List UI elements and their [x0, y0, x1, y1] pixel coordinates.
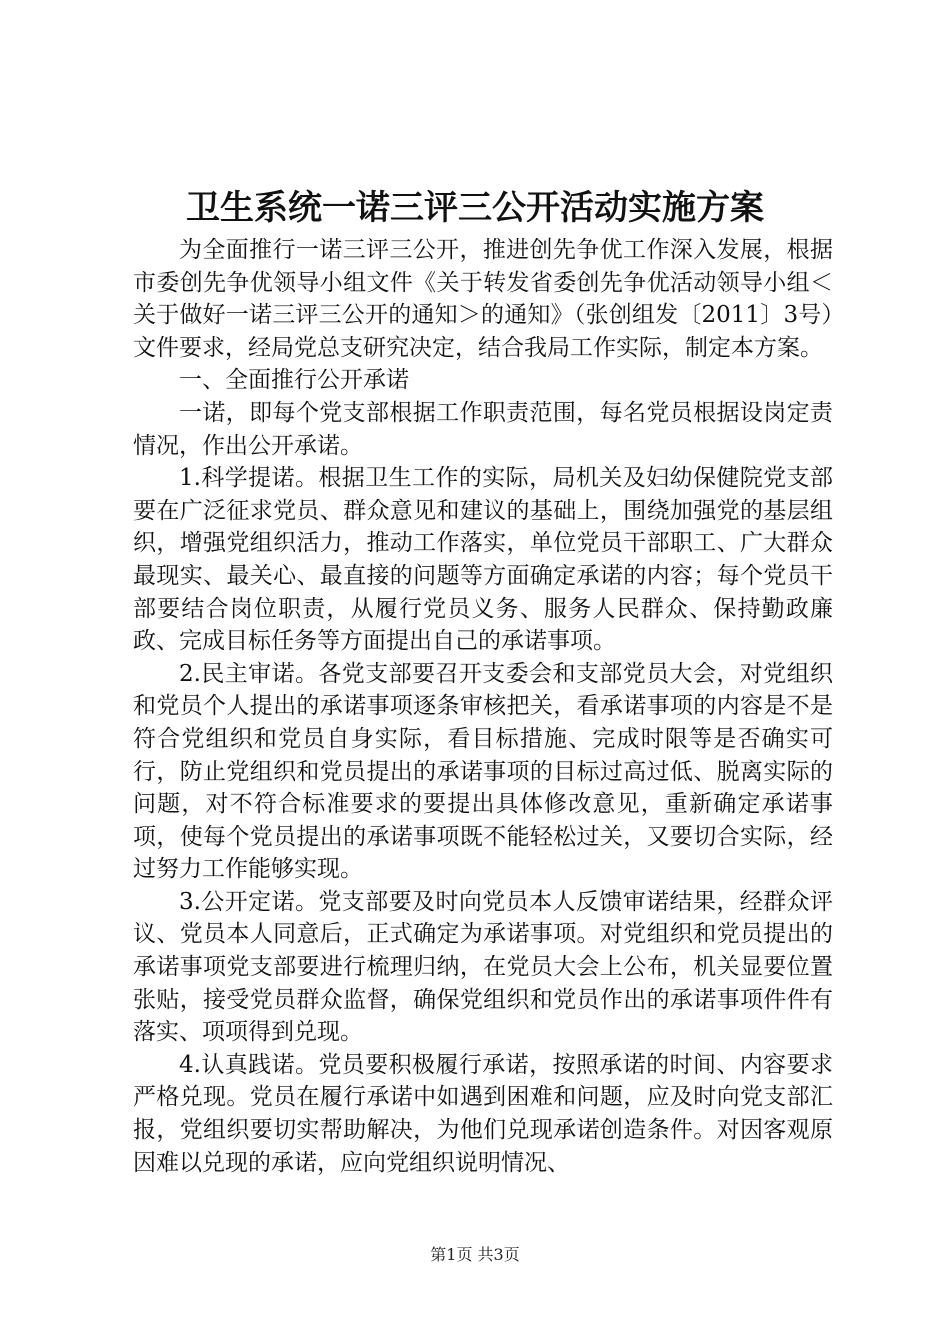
paragraph-item-3: 3.公开定诺。党支部要及时向党员本人反馈审诺结果，经群众评议、党员本人同意后，正式确定为承诺事项。对党组织和党员提出的承诺事项党支部要进行梳理归纳，在党员大会上公布，机关显要位置张贴，接受党员群众监督，确保党组织和党员作出的承诺事项件件有落实、项项得到兑现。: [133, 888, 833, 1046]
document-title: 卫生系统一诺三评三公开活动实施方案: [186, 188, 764, 228]
section-heading-1: 一、全面推行公开承诺: [179, 367, 409, 394]
paragraph-yinuo: 一诺，即每个党支部根据工作职责范围，每名党员根据设岗定责情况，作出公开承诺。: [133, 399, 833, 459]
paragraph-item-1: 1.科学提诺。根据卫生工作的实际，局机关及妇幼保健院党支部要在广泛征求党员、群众意见和建议的基础上，围绕加强党的基层组织，增强党组织活力，推动工作落实，单位党员干部职工、广大群众最现实、最关心、最直接的问题等方面确定承诺的内容；每个党员干部要结合岗位职责，从履行党员义务、服务人民群众、保持勤政廉政、完成目标任务等方面提出自己的承诺事项。: [133, 465, 833, 655]
paragraph-item-2: 2.民主审诺。各党支部要召开支委会和支部党员大会，对党组织和党员个人提出的承诺事项逐条审核把关，看承诺事项的内容是不是符合党组织和党员自身实际，看目标措施、完成时限等是否确实可行，防止党组织和党员提出的承诺事项的目标过高过低、脱离实际的问题，对不符合标准要求的要提出具体修改意见，重新确定承诺事项，使每个党员提出的承诺事项既不能轻松过关，又要切合实际，经过努力工作能够实现。: [133, 660, 833, 883]
page-number-footer: 第1页 共3页: [430, 1245, 520, 1264]
document-body: [133, 234, 833, 1179]
paragraph-intro: 为全面推行一诺三评三公开，推进创先争优工作深入发展，根据市委创先争优领导小组文件《关于转发省委创先争优活动领导小组＜关于做好一诺三评三公开的通知＞的通知》（张创组发〔2011〕3号）文件要求，经局党总支研究决定，结合我局工作实际，制定本方案。: [133, 237, 833, 361]
paragraph-item-4: 4.认真践诺。党员要积极履行承诺，按照承诺的时间、内容要求严格兑现。党员在履行承诺中如遇到困难和问题，应及时向党支部汇报，党组织要切实帮助解决，为他们兑现承诺创造条件。对因客观原因难以兑现的承诺，应向党组织说明情况、: [133, 1051, 833, 1176]
